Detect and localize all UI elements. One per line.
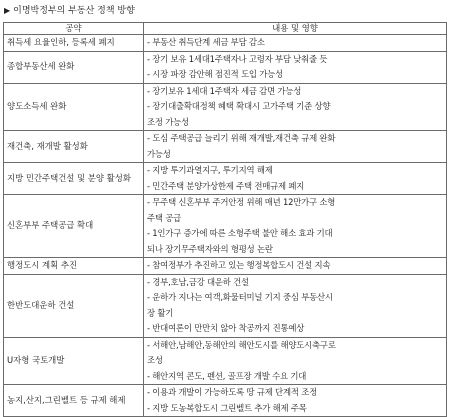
policy-cell: U자형 국토개발 bbox=[4, 337, 144, 385]
effect-line: - 반대여론이 만만치 않아 착공까지 진통예상 bbox=[147, 323, 305, 333]
table-header-row bbox=[4, 23, 447, 35]
policy-cell: 양도소득세 완화 bbox=[4, 83, 144, 131]
policy-cell: 취득세 요율인하, 등록세 폐지 bbox=[4, 35, 144, 52]
effect-line: - 무주택 신혼부부 주거안정 위해 매년 12만가구 소형 bbox=[147, 197, 336, 207]
effect-line: 가능성 bbox=[147, 148, 171, 159]
effect-line: - 1인가구 증가에 따른 소형주택 불안 해소 효과 기대 bbox=[147, 228, 333, 238]
effect-line: 장 활기 bbox=[147, 307, 174, 318]
effect-line: - 장기대출확대정책 혜택 확대시 고가주택 기준 상향 bbox=[147, 101, 331, 111]
effect-line: - 부동산 취득단계 세금 부담 감소 bbox=[147, 37, 265, 47]
effect-line: 되나 장기무주택자와의 형평성 논란 bbox=[147, 243, 273, 254]
effects-cell bbox=[144, 385, 447, 417]
effects-cell bbox=[144, 163, 447, 195]
effects-cell bbox=[144, 51, 447, 83]
document-title-text: 이명박정부의 부동산 정책 방향 bbox=[13, 6, 135, 16]
policy-cell: 한반도대운하 건설 bbox=[4, 274, 144, 337]
effects-cell bbox=[144, 83, 447, 131]
effect-line: - 지방 투기과열지구, 투기지역 해제 bbox=[147, 165, 273, 175]
policy-cell: 신혼부부 주택공급 확대 bbox=[4, 195, 144, 258]
effect-line: 조정 가능성 bbox=[147, 116, 189, 127]
policy-table bbox=[3, 22, 447, 417]
table-row bbox=[4, 35, 447, 52]
effects-cell bbox=[144, 337, 447, 385]
effect-line: - 도심 주택공급 늘리기 위해 재개발,재건축 규제 완화 bbox=[147, 133, 336, 143]
table-row bbox=[4, 274, 447, 337]
policy-cell: 종합부동산세 완화 bbox=[4, 51, 144, 83]
document-title bbox=[4, 4, 135, 18]
table-body bbox=[4, 35, 447, 417]
table-row bbox=[4, 258, 447, 275]
effects-cell bbox=[144, 195, 447, 258]
policy-cell: 농지,산지,그린벨트 등 규제 해제 bbox=[4, 385, 144, 417]
effect-line: 조성 bbox=[147, 355, 163, 365]
effect-line: - 장기 보유 1세대1주택자나 고령자 부담 낮춰줄 듯 bbox=[147, 53, 328, 64]
table-row bbox=[4, 131, 447, 163]
header-effects: 내용 및 영향 bbox=[144, 23, 447, 35]
effect-line: - 경부,호남,금강 대운하 건설 bbox=[147, 276, 249, 287]
table-row bbox=[4, 195, 447, 258]
effect-line: - 민간주택 분양가상한제 주택 전매규제 폐지 bbox=[147, 180, 305, 191]
effect-line: - 서해안,남해안,동해안의 해안도시를 해양도시축구로 bbox=[147, 339, 336, 350]
effect-line: - 장기보유 1세대 1주택자 세금 감면 가능성 bbox=[147, 85, 302, 96]
table-row bbox=[4, 51, 447, 83]
table-row bbox=[4, 163, 447, 195]
header-policy: 공약 bbox=[4, 23, 144, 35]
table-row bbox=[4, 83, 447, 131]
policy-cell: 지방 민간주택건설 및 분양 활성화 bbox=[4, 163, 144, 195]
effect-line: - 운하가 지나는 여객,화물터미널 기지 중심 부동산시 bbox=[147, 292, 333, 302]
effect-line: 주택 공급 bbox=[147, 212, 182, 223]
effect-line: - 참여정부가 추진하고 있는 행정복합도시 건설 지속 bbox=[147, 260, 331, 270]
effect-line: - 지방 도농복합도시 그린벨트 추가 해제 주목 bbox=[147, 402, 307, 413]
policy-cell: 재건축, 재개발 활성화 bbox=[4, 131, 144, 163]
triangle-bullet-icon: ▶ bbox=[4, 6, 11, 15]
table-row bbox=[4, 385, 447, 417]
effect-line: - 해안지역 콘도, 펜션, 골프장 개발 수요 기대 bbox=[147, 370, 307, 381]
effect-line: - 시장 파장 감안해 점진적 도입 가능성 bbox=[147, 69, 283, 79]
policy-cell: 행정도시 계획 추진 bbox=[4, 258, 144, 275]
table-row bbox=[4, 337, 447, 385]
effects-cell bbox=[144, 131, 447, 163]
effect-line: - 이용과 개발이 가능하도록 땅 규제 단계적 조정 bbox=[147, 387, 317, 397]
effects-cell bbox=[144, 274, 447, 337]
effects-cell bbox=[144, 258, 447, 275]
effects-cell bbox=[144, 35, 447, 52]
